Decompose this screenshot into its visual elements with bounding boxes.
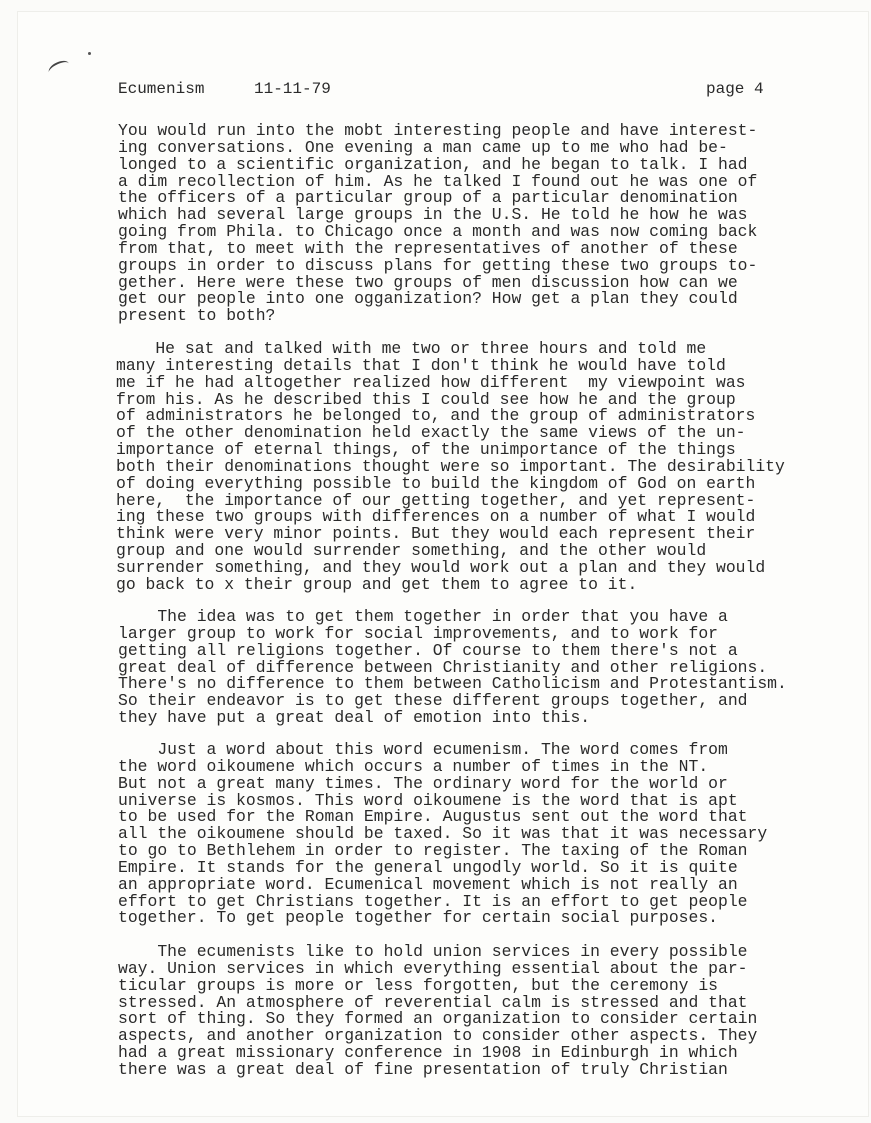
text-line: Just a word about this word ecumenism. The word comes from	[118, 740, 728, 759]
text-line: from that, to meet with the representatives of another of these	[118, 238, 738, 258]
text-line: gether. Here were these two groups of men discussion how can we	[118, 272, 738, 292]
text-line: getting all religions together. Of course to them there's not a	[118, 640, 738, 660]
text-line: sort of thing. So they formed an organization to consider certain	[118, 1009, 758, 1029]
text-line: the officers of a particular group of a particular denomination	[118, 188, 738, 208]
text-line: here, the importance of our getting together, and yet represent-	[116, 490, 756, 510]
text-line: The idea was to get them together in order that you have a	[118, 607, 728, 626]
text-line: think were very minor points. But they would each represent their	[116, 524, 756, 544]
text-line: universe is kosmos. This word oikoumene is the word that is apt	[118, 790, 738, 810]
text-line: many interesting details that I don't think he would have told	[116, 355, 726, 375]
paragraph-3	[118, 609, 787, 727]
text-line: from his. As he described this I could see how he and the group	[116, 389, 736, 409]
paragraph-2	[116, 341, 785, 594]
text-line: groups in order to discuss plans for getting these two groups to-	[118, 255, 758, 275]
text-line: present to both?	[118, 306, 276, 326]
text-line: ticular groups is more or less forgotten, but the ceremony is	[118, 975, 718, 995]
text-line: going from Phila. to Chicago once a month and was now coming back	[118, 222, 758, 242]
paragraph-5	[118, 944, 757, 1079]
text-line: group and one would surrender something, and the other would	[116, 541, 707, 561]
text-line: of administrators he belonged to, and the group of administrators	[116, 406, 756, 426]
text-line: There's no difference to them between Catholicism and Protestantism.	[118, 674, 787, 694]
text-line: the word oikoumene which occurs a number of times in the NT.	[118, 756, 709, 776]
text-line: larger group to work for social improvements, and to work for	[118, 623, 718, 643]
text-line: You would run into the mobt interesting people and have interest-	[118, 121, 758, 140]
text-line: to be used for the Roman Empire. Augustus sent out the word that	[118, 807, 748, 827]
text-line: of the other denomination held exactly the same views of the un-	[116, 423, 746, 443]
text-line: both their denominations thought were so important. The desirability	[116, 456, 785, 476]
text-line: The ecumenists like to hold union services in every possible	[118, 942, 748, 961]
text-line: a dim recollection of him. As he talked I found out he was one of	[118, 171, 758, 191]
pen-dot	[88, 52, 91, 55]
text-line: ing conversations. One evening a man came up to me who had be-	[118, 137, 728, 157]
paragraph-1	[118, 123, 757, 325]
text-line: of doing everything possible to build the kingdom of God on earth	[116, 473, 756, 493]
text-line: surrender something, and they would work out a plan and they would	[116, 557, 766, 577]
page-number: page 4	[706, 80, 764, 98]
text-line: me if he had altogether realized how different my viewpoint was	[116, 372, 746, 392]
text-line: Empire. It stands for the general ungodly world. So it is quite	[118, 857, 738, 877]
doc-date: 11-11-79	[254, 80, 331, 98]
text-line: stressed. An atmosphere of reverential calm is stressed and that	[118, 992, 748, 1012]
text-line: had a great missionary conference in 1908 in Edinburgh in which	[118, 1043, 738, 1063]
text-line: which had several large groups in the U.S. He told he how he was	[118, 205, 748, 225]
paragraph-4	[118, 742, 767, 927]
text-line: an appropriate word. Ecumenical movement which is not really an	[118, 874, 738, 894]
text-line: But not a great many times. The ordinary word for the world or	[118, 773, 728, 793]
text-line: all the oikoumene should be taxed. So it was that it was necessary	[118, 824, 768, 844]
text-line: there was a great deal of fine presentation of truly Christian	[118, 1059, 728, 1079]
text-line: get our people into one ogganization? How get a plan they could	[118, 289, 738, 309]
text-line: way. Union services in which everything essential about the par-	[118, 958, 748, 978]
text-line: importance of eternal things, of the unimportance of the things	[116, 440, 736, 460]
text-line: He sat and talked with me two or three hours and told me	[116, 339, 707, 358]
text-line: go back to x their group and get them to agree to it.	[116, 574, 638, 594]
text-line: great deal of difference between Christianity and other religions.	[118, 657, 768, 677]
text-line: ing these two groups with differences on a number of what I would	[116, 507, 756, 527]
text-line: aspects, and another organization to consider other aspects. They	[118, 1026, 758, 1046]
text-line: effort to get Christians together. It is an effort to get people	[118, 891, 748, 911]
text-line: longed to a scientific organization, and he began to talk. I had	[118, 154, 748, 174]
text-line: together. To get people together for certain social purposes.	[118, 908, 718, 928]
text-line: to go to Bethlehem in order to register. The taxing of the Roman	[118, 841, 748, 861]
text-line: So their endeavor is to get these different groups together, and	[118, 691, 748, 711]
doc-title: Ecumenism	[118, 80, 205, 98]
text-line: they have put a great deal of emotion into this.	[118, 708, 591, 728]
